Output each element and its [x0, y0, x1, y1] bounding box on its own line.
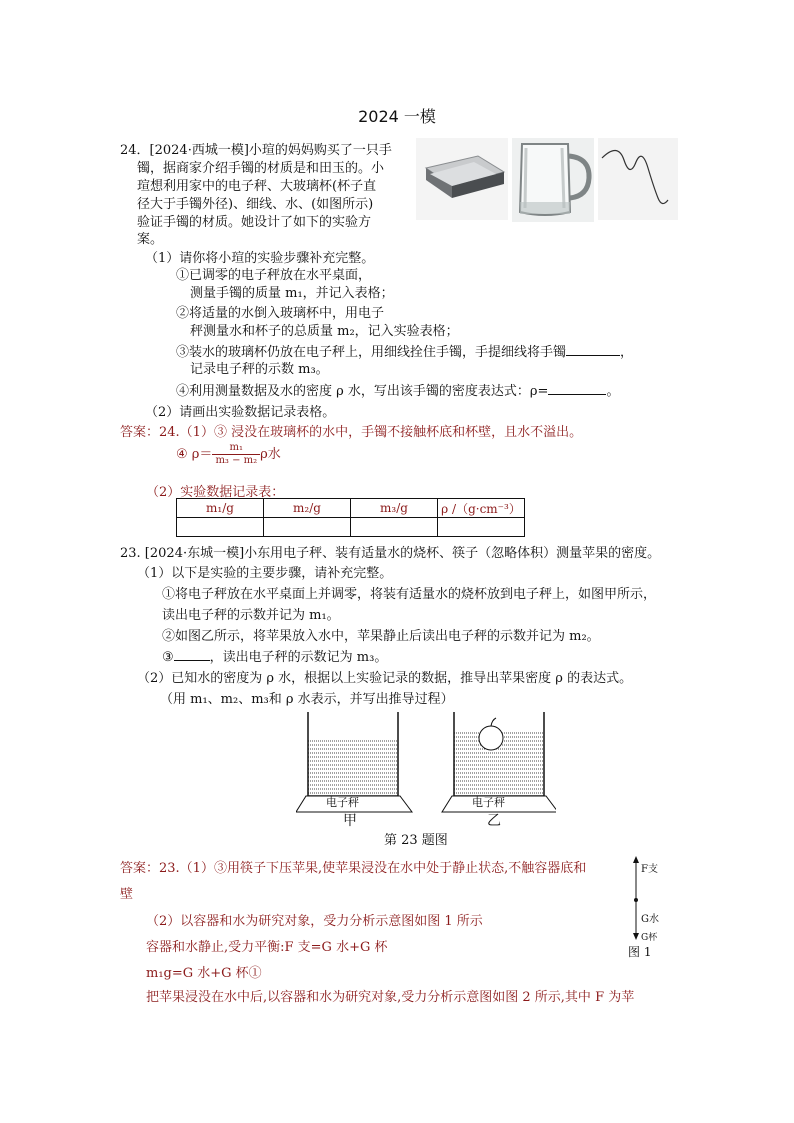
table-header-cell: m₃/g: [351, 499, 438, 518]
q24-step4-blank: [548, 382, 606, 395]
page-title: 2024 一模: [358, 107, 436, 126]
q23-answer-line: m₁g=G 水+G 杯①: [146, 966, 262, 981]
q23-step1: ①将电子秤放在水平桌面上并调零，将装有适量水的烧杯放到电子秤上，如图甲所示，: [162, 587, 657, 602]
fig1-label: 图 1: [628, 945, 652, 959]
q24-step3-text: ③装水的玻璃杯仍放在电子秤上，用细线拴住手镯，手提细线将手镯: [176, 345, 567, 360]
q24-step4-text: ④利用测量数据及水的密度 ρ 水，写出该手镯的密度表达式：ρ=: [176, 384, 549, 399]
q24-step2: ②将适量的水倒入玻璃杯中，用电子: [176, 306, 385, 321]
fig-caption: 第 23 题图: [384, 833, 448, 848]
q24-stem-line: 径大于手镯外径)、细线、水、(如图所示): [137, 197, 374, 212]
table-header-cell: m₂/g: [264, 499, 351, 518]
q24-step1: 测量手镯的质量 m₁，并记入表格；: [190, 286, 394, 301]
force-label-water: G水: [641, 914, 659, 925]
q24-answer-table-label: （2）实验数据记录表：: [146, 485, 285, 500]
q23-answer-line: 把苹果浸没在水中后,以容器和水为研究对象,受力分析示意图如图 2 所示,其中 F 为苹: [146, 990, 635, 1005]
q24-step3-blank: [566, 343, 620, 356]
table-header-cell: m₁/g: [177, 499, 264, 518]
q24-stem-line: 24．[2024·西城一模]小瑄的妈妈购买了一只手: [120, 143, 392, 158]
fig-label-right: 乙: [487, 813, 501, 829]
q24-stem-line: 镯，据商家介绍手镯的材质是和田玉的。小: [137, 161, 385, 176]
scale-label-left: 电子秤: [326, 796, 359, 809]
q24-step4-end: 。: [606, 384, 620, 399]
fraction-denominator: m₃ − m₂: [215, 455, 258, 466]
q24-answer-formula: [176, 442, 281, 467]
force-label-cup: G杯: [641, 933, 658, 943]
record-table: [176, 498, 525, 537]
q23-step1: 读出电子秤的示数并记为 m₁。: [162, 608, 340, 623]
q23-answer-line: 容器和水静止,受力平衡:F 支=G 水+G 杯: [146, 940, 388, 955]
q24-answer-prefix: ④ ρ＝: [176, 447, 213, 462]
glass-mug-photo: [512, 138, 594, 222]
record-table-header: [177, 499, 525, 518]
thread-photo: [598, 138, 678, 220]
arrow-up-icon: [633, 856, 639, 863]
table-header-cell: ρ /（g·cm⁻³）: [438, 499, 525, 518]
q23-step3-num: ③: [162, 650, 174, 665]
q23-part2: （用 m₁、m₂、m₃和 ρ 水表示，并写出推导过程）: [160, 692, 454, 707]
q23-step3: [162, 646, 387, 665]
record-table-empty-row: [177, 518, 525, 537]
q24-answer-suffix: ρ水: [260, 447, 281, 462]
q24-stem-line: 案。: [137, 232, 164, 247]
fig-label-left: 甲: [343, 813, 357, 829]
q24-answer-line1: 答案：24.（1）③ 浸没在玻璃杯的水中，手镯不接触杯底和杯壁，且水不溢出。: [120, 425, 583, 440]
scale-label-right: 电子秤: [472, 796, 505, 809]
q24-step2: 秤测量水和杯子的总质量 m₂，记入实验表格；: [190, 324, 459, 339]
table-cell: [177, 518, 264, 537]
table-cell: [351, 518, 438, 537]
q24-stem-line: 验证手镯的材质。她设计了如下的实验方: [137, 215, 372, 230]
q23-answer-line: 壁: [120, 887, 134, 902]
q23-step3-blank: [174, 648, 210, 661]
arrow-down-icon: [633, 933, 639, 940]
electronic-scale-photo: [416, 138, 508, 220]
q24-stem-line: 瑄想利用家中的电子秤、大玻璃杯(杯子直: [137, 179, 377, 194]
q24-step4: [176, 380, 619, 399]
density-fraction: [212, 442, 260, 467]
table-cell: [264, 518, 351, 537]
table-cell: [438, 518, 525, 537]
force-label-support: F支: [641, 864, 658, 875]
q23-answer-line: 答案：23.（1）③用筷子下压苹果,使苹果浸没在水中处于静止状态,不触容器底和: [120, 861, 587, 876]
q23-part1: （1）以下是实验的主要步骤，请补充完整。: [137, 566, 393, 581]
q23-answer-line: （2）以容器和水为研究对象，受力分析示意图如图 1 所示: [146, 914, 483, 929]
q23-stem: 23. [2024·东城一模]小东用电子秤、装有适量水的烧杯、筷子（忽略体积）测量苹果的密度。: [120, 546, 661, 561]
q24-part1: （1）请你将小瑄的实验步骤补充完整。: [145, 251, 375, 266]
q24-part2: （2）请画出实验数据记录表格。: [145, 405, 336, 420]
q24-step3: 记录电子秤的示数 m₃。: [190, 362, 329, 377]
q24-step3-comma: ，: [620, 345, 634, 360]
q23-step2: ②如图乙所示，将苹果放入水中，苹果静止后读出电子秤的示数并记为 m₂。: [162, 629, 600, 644]
q23-part2: （2）已知水的密度为 ρ 水，根据以上实验记录的数据，推导出苹果密度 ρ 的表达式。: [137, 671, 633, 686]
fraction-numerator: m₁: [212, 442, 260, 455]
q24-step1: ①已调零的电子秤放在水平桌面，: [176, 268, 372, 283]
apple-icon: [479, 726, 503, 750]
q23-step3-text: ，读出电子秤的示数记为 m₃。: [209, 650, 388, 665]
